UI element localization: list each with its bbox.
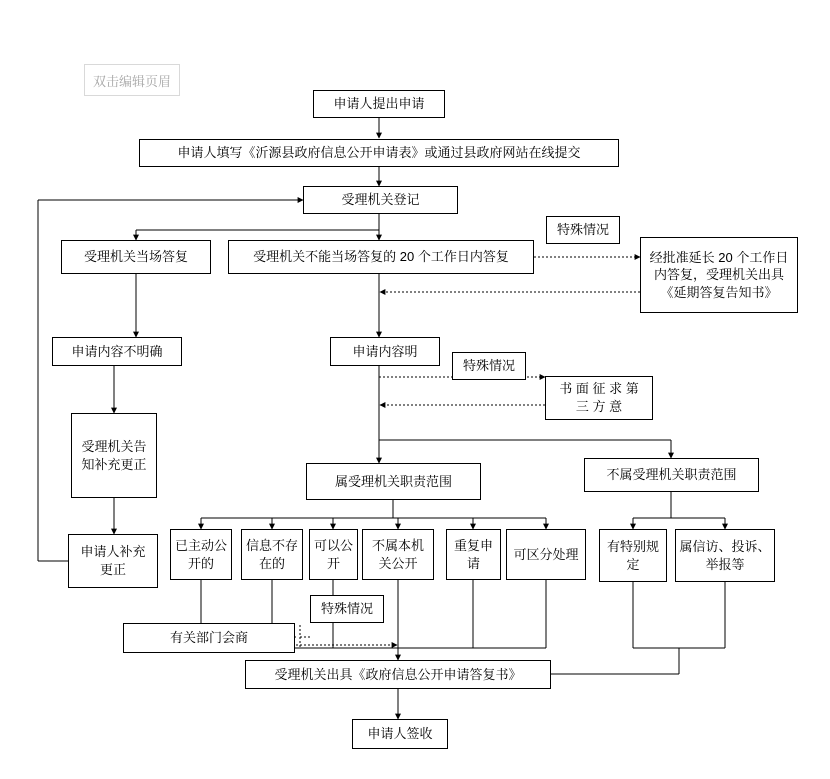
node-onsite-reply[interactable]: 受理机关当场答复 — [61, 240, 211, 274]
node-issue-reply-document[interactable]: 受理机关出具《政府信息公开申请答复书》 — [245, 660, 551, 689]
node-department-consultation[interactable]: 有关部门会商 — [123, 623, 295, 653]
node-applicant-supplement[interactable]: 申请人补充更正 — [68, 534, 158, 588]
node-within-scope[interactable]: 属受理机关职责范围 — [306, 463, 481, 500]
node-extension-notice[interactable]: 经批准延长 20 个工作日内答复，受理机关出具《延期答复告知书》 — [640, 237, 798, 313]
node-already-public[interactable]: 已主动公开的 — [170, 529, 232, 580]
node-duplicate-request[interactable]: 重复申请 — [446, 529, 501, 580]
node-notify-supplement[interactable]: 受理机关告知补充更正 — [71, 413, 157, 498]
node-can-disclose[interactable]: 可以公开 — [309, 529, 358, 580]
node-special-case-1[interactable]: 特殊情况 — [546, 216, 620, 244]
node-info-not-exist[interactable]: 信息不存在的 — [241, 529, 303, 580]
header-edit-hint[interactable]: 双击编辑页眉 — [84, 64, 180, 96]
node-application-submit[interactable]: 申请人提出申请 — [313, 90, 445, 118]
node-special-case-2[interactable]: 特殊情况 — [452, 352, 526, 380]
node-content-unclear[interactable]: 申请内容不明确 — [52, 337, 182, 366]
node-separable-handling[interactable]: 可区分处理 — [506, 529, 586, 580]
node-20-workday-reply[interactable]: 受理机关不能当场答复的 20 个工作日内答复 — [228, 240, 534, 274]
node-fill-form[interactable]: 申请人填写《沂源县政府信息公开申请表》或通过县政府网站在线提交 — [139, 139, 619, 167]
node-outside-scope[interactable]: 不属受理机关职责范围 — [584, 458, 759, 492]
node-content-clear[interactable]: 申请内容明 — [330, 337, 440, 366]
node-petition-complaint[interactable]: 属信访、投诉、举报等 — [675, 529, 775, 582]
node-third-party-opinion[interactable]: 书 面 征 求 第 三 方 意 — [545, 376, 653, 420]
node-special-case-3[interactable]: 特殊情况 — [310, 595, 384, 623]
node-agency-registration[interactable]: 受理机关登记 — [303, 186, 458, 214]
node-special-provision[interactable]: 有特别规定 — [599, 529, 667, 582]
node-applicant-receipt[interactable]: 申请人签收 — [352, 719, 448, 749]
node-not-this-agency[interactable]: 不属本机关公开 — [362, 529, 434, 580]
